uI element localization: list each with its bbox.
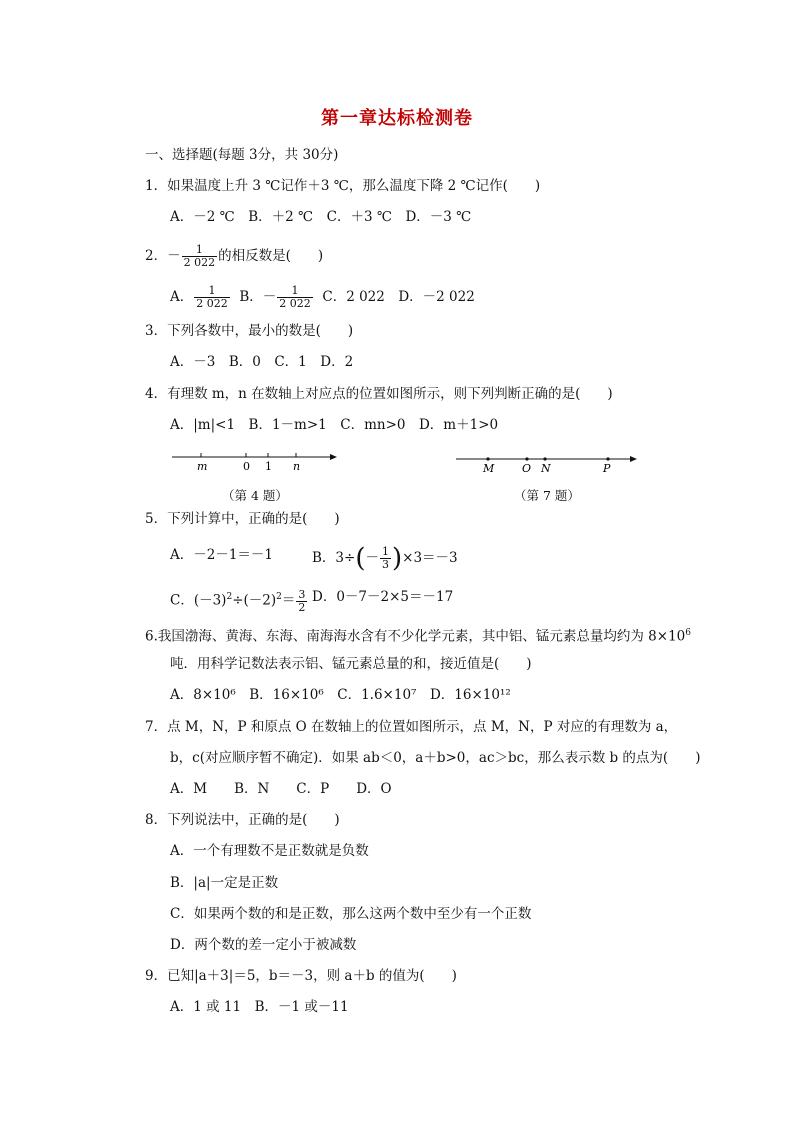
fraction-numerator: 1: [182, 244, 218, 257]
fraction-denominator: 2: [298, 600, 306, 614]
question-5-option-d: D．0－7－2×5＝－17: [312, 589, 454, 605]
q5-c-pre: C．(－3): [170, 592, 227, 609]
point-p: [606, 457, 609, 460]
question-2-options: [170, 285, 475, 310]
question-6-line-2: 吨．用科学记数法表示铝、锰元素总量的和，接近值是( ): [170, 656, 532, 672]
question-7-options: A．M B．N C．P D．O: [170, 781, 392, 797]
question-4: 4．有理数 m，n 在数轴上对应点的位置如图所示，则下列判断正确的是( ): [145, 386, 613, 402]
question-2: [145, 244, 323, 269]
right-paren: ): [391, 543, 403, 574]
question-9-options: A．1 或 11 B．－1 或－11: [170, 999, 349, 1015]
fraction-denominator: 2 022: [196, 297, 228, 310]
fraction-denominator: 2 022: [183, 256, 216, 269]
label-0: 0: [243, 460, 250, 473]
question-6-line-1: [145, 624, 691, 646]
q5-b-pre: B．3÷: [312, 550, 356, 566]
question-3-options: A．－3 B．0 C．1 D．2: [170, 354, 354, 370]
fraction: [277, 285, 313, 310]
question-5-option-a: A．－2－1＝－1: [170, 547, 274, 563]
number-line-q7: [452, 449, 642, 479]
q2-suffix: 的相反数是( ): [218, 248, 324, 264]
question-8-option-c: C．如果两个数的和是正数，那么这两个数中至少有一个正数: [170, 906, 532, 922]
question-5-option-c: [170, 588, 308, 614]
exponent: 2: [276, 592, 282, 602]
question-8: 8．下列说法中，正确的是( ): [145, 812, 340, 828]
fraction: [194, 285, 230, 310]
page-title: 第一章达标检测卷: [321, 108, 473, 129]
fraction-denominator: 2 022: [279, 297, 311, 310]
section-heading: 一、选择题(每题 3分，共 30分): [145, 147, 339, 163]
q2-prefix: 2．－: [145, 248, 181, 264]
label-n: n: [293, 460, 301, 473]
exponent: 6: [685, 628, 691, 638]
exponent: 2: [226, 592, 233, 602]
fraction-numerator: 1: [381, 545, 389, 558]
question-1-options: A．－2 ℃ B．＋2 ℃ C．＋3 ℃ D．－3 ℃: [170, 209, 472, 225]
fraction-numerator: 3: [298, 587, 306, 601]
q2-option-b-label: B．－: [239, 289, 277, 305]
fraction: [296, 589, 307, 614]
q6-text: 6.我国渤海、黄海、东海、南海海水含有不少化学元素，其中铝、锰元素总量均约为 8×10: [145, 628, 686, 645]
question-8-option-b: B．|a|一定是正数: [170, 875, 279, 891]
number-line-q4: [168, 447, 343, 477]
q5-c-mid: ÷(－2): [232, 592, 277, 609]
fraction: [182, 244, 218, 269]
question-7-line-1: 7．点 M，N，P 和原点 O 在数轴上的位置如图所示，点 M，N，P 对应的有理数为 a，: [145, 719, 678, 735]
fraction-denominator: 3: [381, 558, 389, 571]
label-m: m: [197, 460, 208, 473]
fraction-numerator: 1: [277, 285, 313, 298]
point-o: [525, 457, 528, 460]
left-paren: (: [355, 543, 366, 574]
question-8-option-a: A．一个有理数不是正数就是负数: [170, 843, 369, 859]
q2-option-a-label: A．: [170, 289, 194, 305]
axis-arrow: [630, 456, 637, 462]
q2-option-cd: C．2 022 D．－2 022: [322, 289, 475, 305]
figure-caption-q4: （第 4 题）: [222, 488, 288, 503]
q5-c-eq: ＝: [281, 592, 296, 609]
question-5: 5．下列计算中，正确的是( ): [145, 511, 340, 527]
question-7-line-2: b，c(对应顺序暂不确定)．如果 ab＜0，a＋b>0，ac＞bc，那么表示数 b 的点为( ): [170, 750, 701, 766]
point-n: [543, 457, 546, 460]
label-1: 1: [265, 460, 272, 473]
label-P: P: [603, 462, 611, 475]
question-9: 9．已知|a＋3|＝5，b＝－3，则 a＋b 的值为( ): [145, 968, 457, 984]
figure-caption-q7: （第 7 题）: [514, 488, 580, 503]
question-4-options: A．|m|<1 B．1－m>1 C．mn>0 D．m＋1>0: [170, 417, 499, 433]
question-1: 1．如果温度上升 3 ℃记作＋3 ℃，那么温度下降 2 ℃记作( ): [145, 178, 541, 194]
point-m: [486, 457, 489, 460]
question-3: 3．下列各数中，最小的数是( ): [145, 323, 354, 339]
axis-arrow: [330, 454, 337, 460]
fraction: [380, 546, 391, 571]
question-5-option-b: B．3÷(－ $\frac{1}{3}$ )×3＝－3: [312, 543, 458, 574]
fraction-numerator: 1: [194, 285, 230, 298]
label-N: N: [541, 462, 551, 475]
q5-b-post: ×3＝－3: [402, 550, 458, 566]
label-O: O: [522, 462, 532, 475]
label-M: M: [483, 462, 495, 475]
question-6-options: A．8×10⁶ B．16×10⁶ C．1.6×10⁷ D．16×10¹²: [170, 687, 511, 703]
question-8-option-d: D．两个数的差一定小于被减数: [170, 937, 357, 953]
